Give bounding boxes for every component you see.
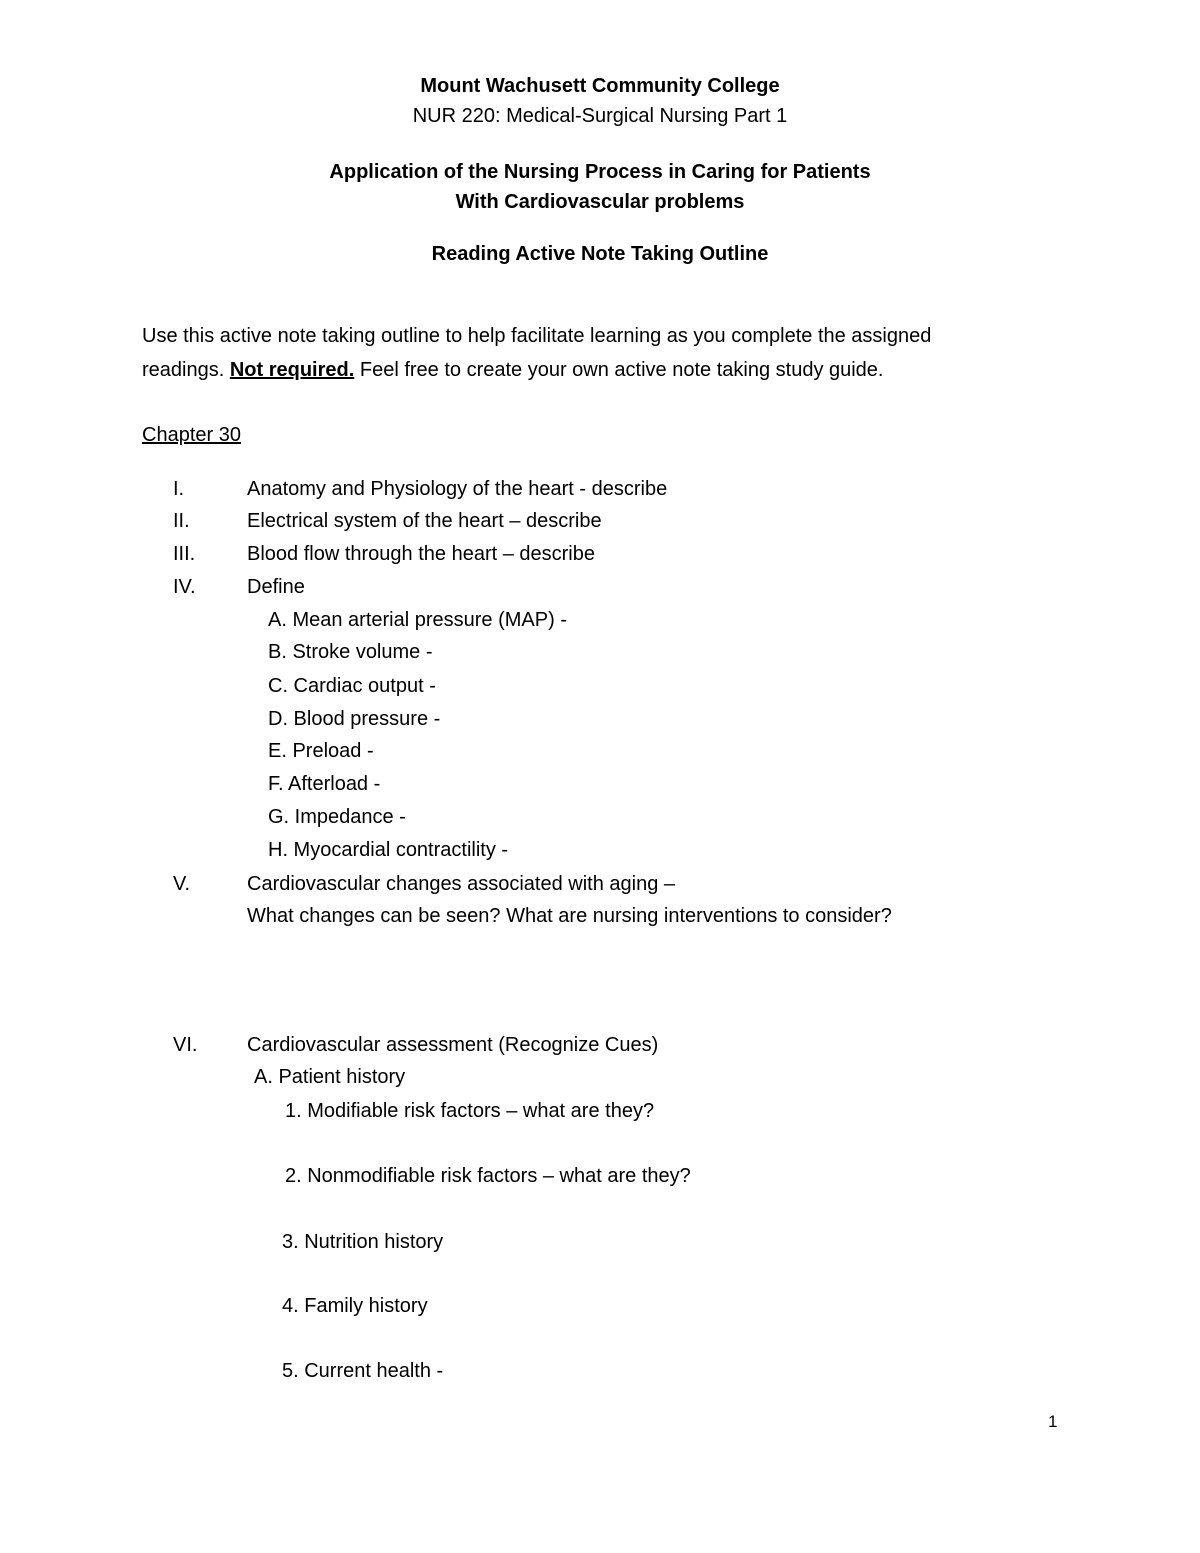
outline-num-ii: II.	[173, 510, 190, 532]
define-item: H. Myocardial contractility -	[268, 839, 509, 861]
history-item: 5. Current health -	[282, 1360, 444, 1382]
intro-line1: Use this active note taking outline to help facilitate learning as you complete the assigned	[142, 325, 932, 347]
document-title-line1: Application of the Nursing Process in Caring for Patients	[329, 161, 871, 183]
define-item: D. Blood pressure -	[268, 708, 441, 730]
define-item: A. Mean arterial pressure (MAP) -	[268, 609, 567, 631]
outline-item-aging-question: What changes can be seen? What are nursing interventions to consider?	[247, 905, 892, 927]
intro-line2-post: Feel free to create your own active note taking study guide.	[354, 359, 884, 381]
outline-num-i: I.	[173, 478, 185, 500]
document-title-line2: With Cardiovascular problems	[455, 191, 745, 213]
outline-item-define: Define	[247, 576, 305, 598]
outline-item-anatomy: Anatomy and Physiology of the heart - describe	[247, 478, 668, 500]
document-subtitle: Reading Active Note Taking Outline	[431, 243, 769, 265]
page-number: 1	[1048, 1412, 1058, 1431]
history-item: 2. Nonmodifiable risk factors – what are they?	[285, 1165, 691, 1187]
define-item: B. Stroke volume -	[268, 641, 433, 663]
not-required-emphasis: Not required.	[229, 359, 355, 381]
define-item: F. Afterload -	[268, 773, 381, 795]
outline-item-assessment: Cardiovascular assessment (Recognize Cues)	[247, 1034, 659, 1056]
assessment-patient-history: A. Patient history	[254, 1066, 406, 1088]
outline-item-blood-flow: Blood flow through the heart – describe	[247, 543, 595, 565]
intro-line2-pre: readings.	[142, 359, 230, 381]
outline-item-aging: Cardiovascular changes associated with aging –	[247, 873, 676, 895]
chapter-heading: Chapter 30	[142, 424, 241, 446]
define-item: G. Impedance -	[268, 806, 406, 828]
outline-item-electrical: Electrical system of the heart – describe	[247, 510, 602, 532]
college-name: Mount Wachusett Community College	[420, 75, 780, 97]
intro-line2	[142, 358, 884, 382]
history-item: 3. Nutrition history	[282, 1231, 444, 1253]
history-item: 1. Modifiable risk factors – what are they?	[285, 1100, 655, 1122]
outline-num-iv: IV.	[173, 576, 196, 598]
history-item: 4. Family history	[282, 1295, 428, 1317]
outline-num-iii: III.	[173, 543, 196, 565]
outline-num-v: V.	[173, 873, 191, 895]
define-item: C. Cardiac output -	[268, 675, 436, 697]
outline-num-vi: VI.	[173, 1034, 198, 1056]
course-title: NUR 220: Medical-Surgical Nursing Part 1	[412, 105, 788, 127]
define-item: E. Preload -	[268, 740, 374, 762]
